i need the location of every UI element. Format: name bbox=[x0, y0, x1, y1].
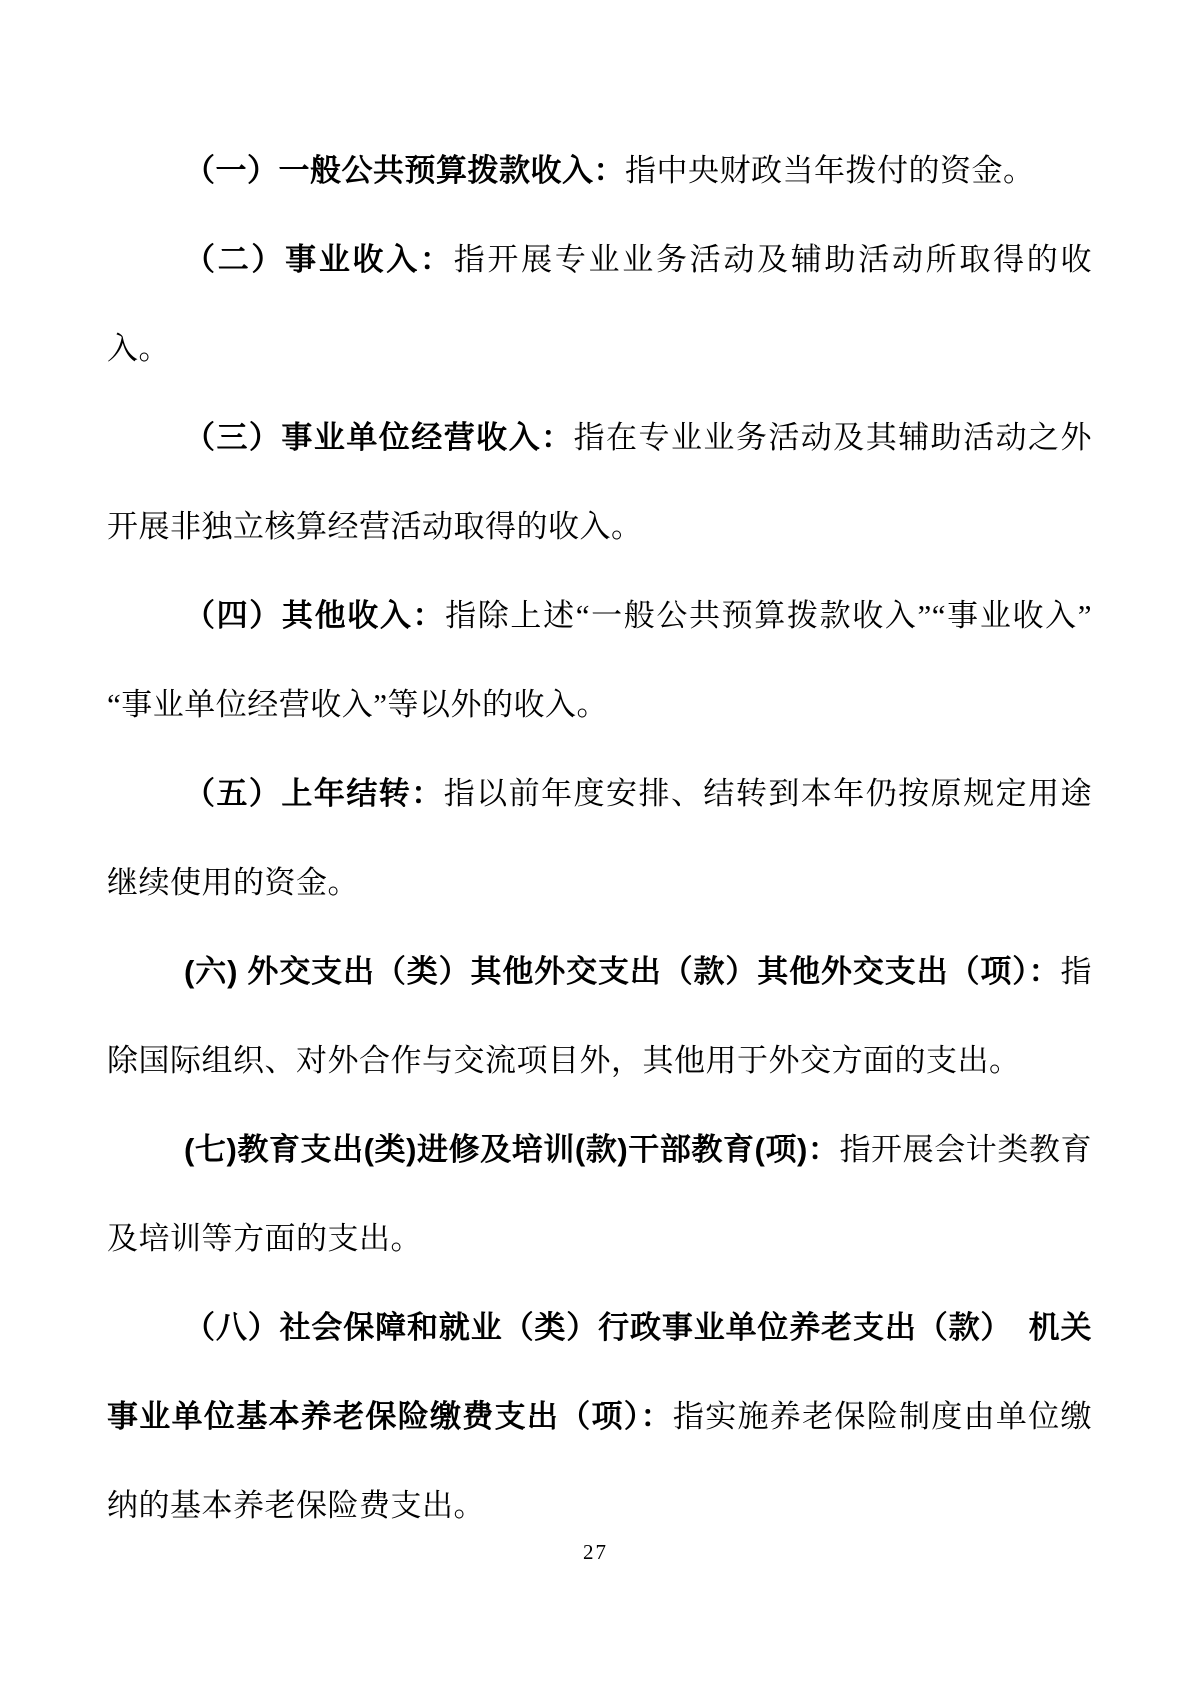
paragraph-item-6 bbox=[107, 927, 1092, 1105]
term-label: （四）其他收入： bbox=[184, 598, 446, 633]
paragraph-item-3 bbox=[107, 393, 1092, 571]
term-definition: 指开展会计类教育及培训等方面的支出。 bbox=[107, 1132, 1092, 1256]
term-definition: 指中央财政当年拨付的资金。 bbox=[625, 153, 1035, 188]
term-label: (六) 外交支出（类）其他外交支出（款）其他外交支出（项）： bbox=[184, 954, 1061, 989]
paragraph-item-4 bbox=[107, 571, 1092, 749]
term-label: （五）上年结转： bbox=[184, 776, 444, 811]
term-label: （一）一般公共预算拨款收入： bbox=[184, 153, 625, 188]
document-body bbox=[107, 126, 1092, 1550]
term-label: （八）社会保障和就业（类）行政事业单位养老支出（款） 机关事业单位基本养老保险缴费支出（项）： bbox=[107, 1310, 1092, 1434]
page-footer bbox=[0, 1540, 1191, 1565]
paragraph-item-8 bbox=[107, 1283, 1092, 1550]
page-number: 27 bbox=[583, 1540, 608, 1564]
paragraph-item-2 bbox=[107, 215, 1092, 393]
term-definition: 指开展专业业务活动及辅助活动所取得的收入。 bbox=[107, 242, 1093, 366]
term-definition: 指以前年度安排、结转到本年仍按原规定用途继续使用的资金。 bbox=[107, 776, 1092, 900]
term-definition: 指实施养老保险制度由单位缴纳的基本养老保险费支出。 bbox=[107, 1399, 1093, 1523]
term-definition: 指在专业业务活动及其辅助活动之外开展非独立核算经营活动取得的收入。 bbox=[107, 420, 1093, 544]
term-definition: 指除上述“一般公共预算拨款收入”“事业收入”“事业单位经营收入”等以外的收入。 bbox=[107, 598, 1092, 722]
term-label: (七)教育支出(类)进修及培训(款)干部教育(项)： bbox=[184, 1132, 840, 1167]
paragraph-item-5 bbox=[107, 749, 1092, 927]
term-label: （二）事业收入： bbox=[184, 242, 454, 277]
term-label: （三）事业单位经营收入： bbox=[184, 420, 574, 455]
paragraph-item-1 bbox=[107, 126, 1092, 215]
term-definition: 指除国际组织、对外合作与交流项目外，其他用于外交方面的支出。 bbox=[107, 954, 1092, 1078]
paragraph-item-7 bbox=[107, 1105, 1092, 1283]
